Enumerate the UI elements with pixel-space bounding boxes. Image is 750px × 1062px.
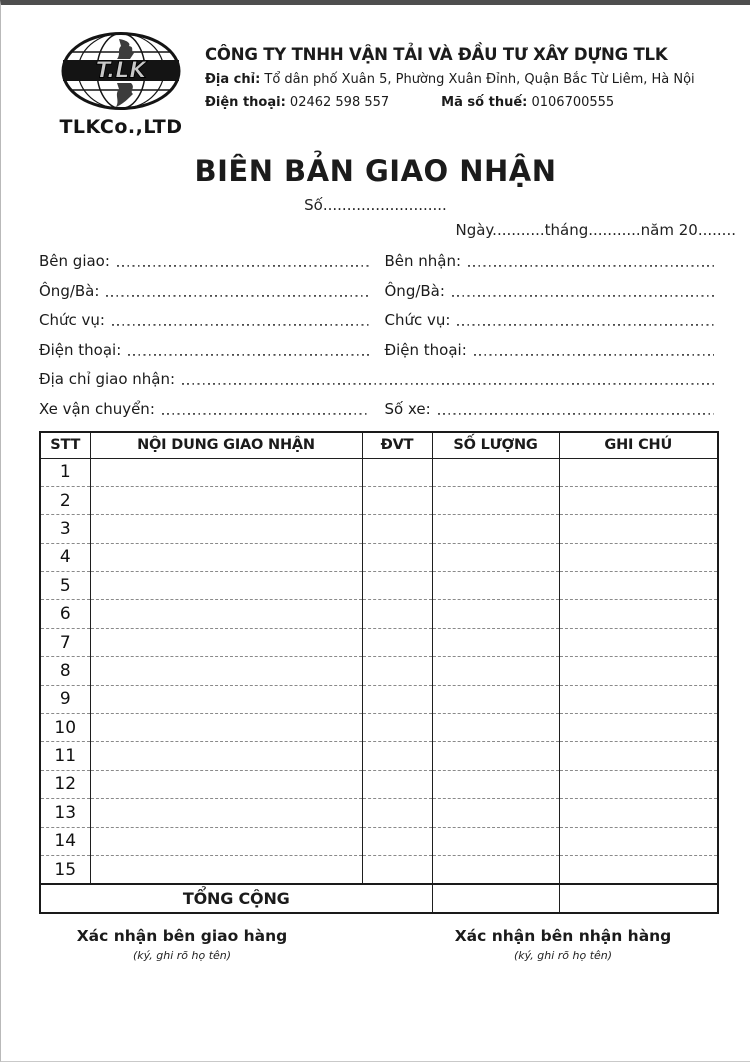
empty-cell <box>432 458 559 486</box>
xe-van-chuyen-blank-line <box>162 403 369 418</box>
field-chuc-vu-right <box>385 311 715 329</box>
row-number-cell: 5 <box>40 572 90 600</box>
sender-signature-title: Xác nhận bên giao hàng <box>76 927 288 946</box>
table-header-row <box>40 432 718 459</box>
signature-sender <box>57 927 307 962</box>
row-number-cell: 2 <box>40 486 90 514</box>
column-header-4: GHI CHÚ <box>559 432 718 459</box>
table-body <box>40 458 718 913</box>
empty-cell <box>432 799 559 827</box>
row-number-cell: 3 <box>40 515 90 543</box>
field-chuc-vu-left <box>39 311 369 329</box>
empty-cell <box>559 855 718 884</box>
row-number-cell: 14 <box>40 827 90 855</box>
company-name: CÔNG TY TNHH VẬN TẢI VÀ ĐẦU TƯ XÂY DỰNG TLK <box>205 45 668 64</box>
empty-cell <box>362 827 432 855</box>
empty-cell <box>90 742 362 770</box>
so-xe-label: Số xe: <box>384 399 431 418</box>
svg-text:T.LK: T.LK <box>95 58 147 84</box>
chuc-vu-left-blank-line <box>112 314 369 329</box>
empty-cell <box>90 855 362 884</box>
empty-cell <box>90 628 362 656</box>
empty-cell <box>432 685 559 713</box>
empty-cell <box>559 685 718 713</box>
signature-section <box>1 914 750 962</box>
field-ong-ba-right <box>385 282 715 300</box>
empty-cell <box>362 486 432 514</box>
ben-giao-blank-line <box>117 255 369 270</box>
dien-thoai-right-label: Điện thoại: <box>384 340 467 359</box>
empty-cell <box>559 799 718 827</box>
chuc-vu-left-label: Chức vụ: <box>39 311 105 329</box>
empty-cell <box>432 770 559 798</box>
empty-cell <box>90 714 362 742</box>
empty-cell <box>362 572 432 600</box>
phone-label: Điện thoại: <box>205 95 286 110</box>
empty-cell <box>432 714 559 742</box>
empty-cell <box>362 543 432 571</box>
empty-cell <box>559 628 718 656</box>
column-header-1: NỘI DUNG GIAO NHẬN <box>90 432 362 459</box>
row-number-cell: 13 <box>40 799 90 827</box>
empty-cell <box>90 486 362 514</box>
empty-cell <box>432 855 559 884</box>
empty-cell <box>90 685 362 713</box>
ben-giao-label: Bên giao: <box>39 252 110 270</box>
empty-cell <box>90 543 362 571</box>
table-row <box>40 685 718 713</box>
tax-value: 0106700555 <box>531 95 615 110</box>
table-row <box>40 714 718 742</box>
empty-cell <box>559 543 718 571</box>
empty-cell <box>559 515 718 543</box>
empty-cell <box>362 657 432 685</box>
table-row <box>40 628 718 656</box>
company-contact <box>205 95 722 110</box>
field-dien-thoai-left <box>39 341 369 359</box>
xe-van-chuyen-label: Xe vận chuyển: <box>39 399 155 418</box>
empty-cell <box>432 628 559 656</box>
field-ong-ba-left <box>39 282 369 300</box>
total-row <box>40 884 718 913</box>
empty-cell <box>559 657 718 685</box>
empty-cell <box>559 486 718 514</box>
field-row-parties <box>39 251 714 270</box>
dien-thoai-left-blank-line <box>128 344 368 359</box>
ong-ba-right-label: Ông/Bà: <box>384 281 445 300</box>
signature-receiver <box>438 927 688 962</box>
empty-cell <box>432 572 559 600</box>
table-row <box>40 515 718 543</box>
empty-cell <box>559 714 718 742</box>
empty-cell <box>90 827 362 855</box>
column-header-2: ĐVT <box>362 432 432 459</box>
table-row <box>40 486 718 514</box>
field-xe-van-chuyen <box>39 400 369 418</box>
table-row <box>40 799 718 827</box>
vietnam-map-top <box>117 39 134 59</box>
dia-chi-blank-line <box>182 373 714 388</box>
document-number-line: Số.......................... <box>304 196 447 214</box>
row-number-cell: 8 <box>40 657 90 685</box>
empty-cell <box>559 572 718 600</box>
empty-cell <box>362 628 432 656</box>
company-address <box>205 72 722 87</box>
empty-cell <box>90 770 362 798</box>
empty-cell <box>432 742 559 770</box>
parties-fields <box>1 239 750 418</box>
dien-thoai-right-blank-line <box>474 344 714 359</box>
empty-cell <box>362 855 432 884</box>
empty-cell <box>432 543 559 571</box>
empty-cell <box>432 827 559 855</box>
phone-value: 02462 598 557 <box>289 95 390 110</box>
table-row <box>40 855 718 884</box>
logo-caption: TLKCo.,LTD <box>59 116 183 138</box>
empty-cell <box>90 458 362 486</box>
ben-nhan-label: Bên nhận: <box>384 252 462 270</box>
row-number-cell: 9 <box>40 685 90 713</box>
ong-ba-left-blank-line <box>106 285 368 300</box>
row-number-cell: 10 <box>40 714 90 742</box>
dien-thoai-left-label: Điện thoại: <box>39 340 122 359</box>
tax-label: Mã số thuế: <box>441 95 528 110</box>
empty-cell <box>362 458 432 486</box>
empty-cell <box>362 742 432 770</box>
table-row <box>40 827 718 855</box>
empty-cell <box>90 600 362 628</box>
total-label-cell: TỔNG CỘNG <box>40 884 432 913</box>
row-number-cell: 1 <box>40 458 90 486</box>
field-row-phones <box>39 340 714 359</box>
field-row-address <box>39 369 714 388</box>
chuc-vu-right-label: Chức vụ: <box>384 311 451 329</box>
field-so-xe <box>385 400 715 418</box>
table-row <box>40 657 718 685</box>
so-xe-blank-line <box>438 403 714 418</box>
empty-cell <box>362 685 432 713</box>
receiver-signature-note: (ký, ghi rõ họ tên) <box>513 949 613 963</box>
empty-cell <box>559 742 718 770</box>
company-info <box>205 31 722 110</box>
table-row <box>40 543 718 571</box>
empty-cell <box>90 515 362 543</box>
table-row <box>40 600 718 628</box>
field-ben-nhan <box>385 252 715 270</box>
company-logo <box>51 31 191 138</box>
row-number-cell: 4 <box>40 543 90 571</box>
empty-cell <box>362 600 432 628</box>
empty-cell <box>432 657 559 685</box>
ben-nhan-blank-line <box>468 255 714 270</box>
address-value: Tổ dân phố Xuân 5, Phường Xuân Đỉnh, Quận Bắc Từ Liêm, Hà Nội <box>264 72 695 87</box>
row-number-cell: 7 <box>40 628 90 656</box>
empty-cell <box>90 657 362 685</box>
receiver-signature-title: Xác nhận bên nhận hàng <box>454 927 672 946</box>
empty-cell <box>432 486 559 514</box>
globe-logo-icon <box>59 31 183 111</box>
ong-ba-right-blank-line <box>452 285 714 300</box>
empty-cell <box>362 799 432 827</box>
table-row <box>40 572 718 600</box>
empty-cell <box>90 572 362 600</box>
company-header <box>1 5 750 138</box>
field-dia-chi-giao-nhan <box>39 370 714 388</box>
ong-ba-left-label: Ông/Bà: <box>39 281 100 300</box>
tax-code <box>441 95 614 110</box>
vietnam-map-bottom <box>116 83 133 107</box>
empty-cell <box>362 714 432 742</box>
field-ben-giao <box>39 252 369 270</box>
chuc-vu-right-blank-line <box>457 314 714 329</box>
field-row-titles <box>39 310 714 329</box>
empty-cell <box>362 770 432 798</box>
row-number-cell: 12 <box>40 770 90 798</box>
phone <box>205 95 389 110</box>
sender-signature-note: (ký, ghi rõ họ tên) <box>132 949 232 963</box>
empty-cell <box>559 600 718 628</box>
row-number-cell: 6 <box>40 600 90 628</box>
address-label: Địa chỉ: <box>205 72 261 87</box>
row-number-cell: 15 <box>40 855 90 884</box>
goods-table <box>39 431 719 915</box>
table-row <box>40 742 718 770</box>
total-empty-cell <box>559 884 718 913</box>
column-header-0: STT <box>40 432 90 459</box>
empty-cell <box>432 515 559 543</box>
field-row-names <box>39 281 714 300</box>
table-row <box>40 770 718 798</box>
empty-cell <box>559 827 718 855</box>
empty-cell <box>559 770 718 798</box>
field-row-vehicle <box>39 399 714 418</box>
empty-cell <box>362 515 432 543</box>
column-header-3: SỐ LƯỢNG <box>432 432 559 459</box>
document-date-line: Ngày...........tháng...........năm 20........ <box>455 221 736 239</box>
row-number-cell: 11 <box>40 742 90 770</box>
dia-chi-label: Địa chỉ giao nhận: <box>39 370 176 388</box>
field-dien-thoai-right <box>385 341 715 359</box>
document-title: BIÊN BẢN GIAO NHẬN <box>194 154 557 188</box>
table-row <box>40 458 718 486</box>
empty-cell <box>432 600 559 628</box>
empty-cell <box>559 458 718 486</box>
total-empty-cell <box>432 884 559 913</box>
empty-cell <box>90 799 362 827</box>
